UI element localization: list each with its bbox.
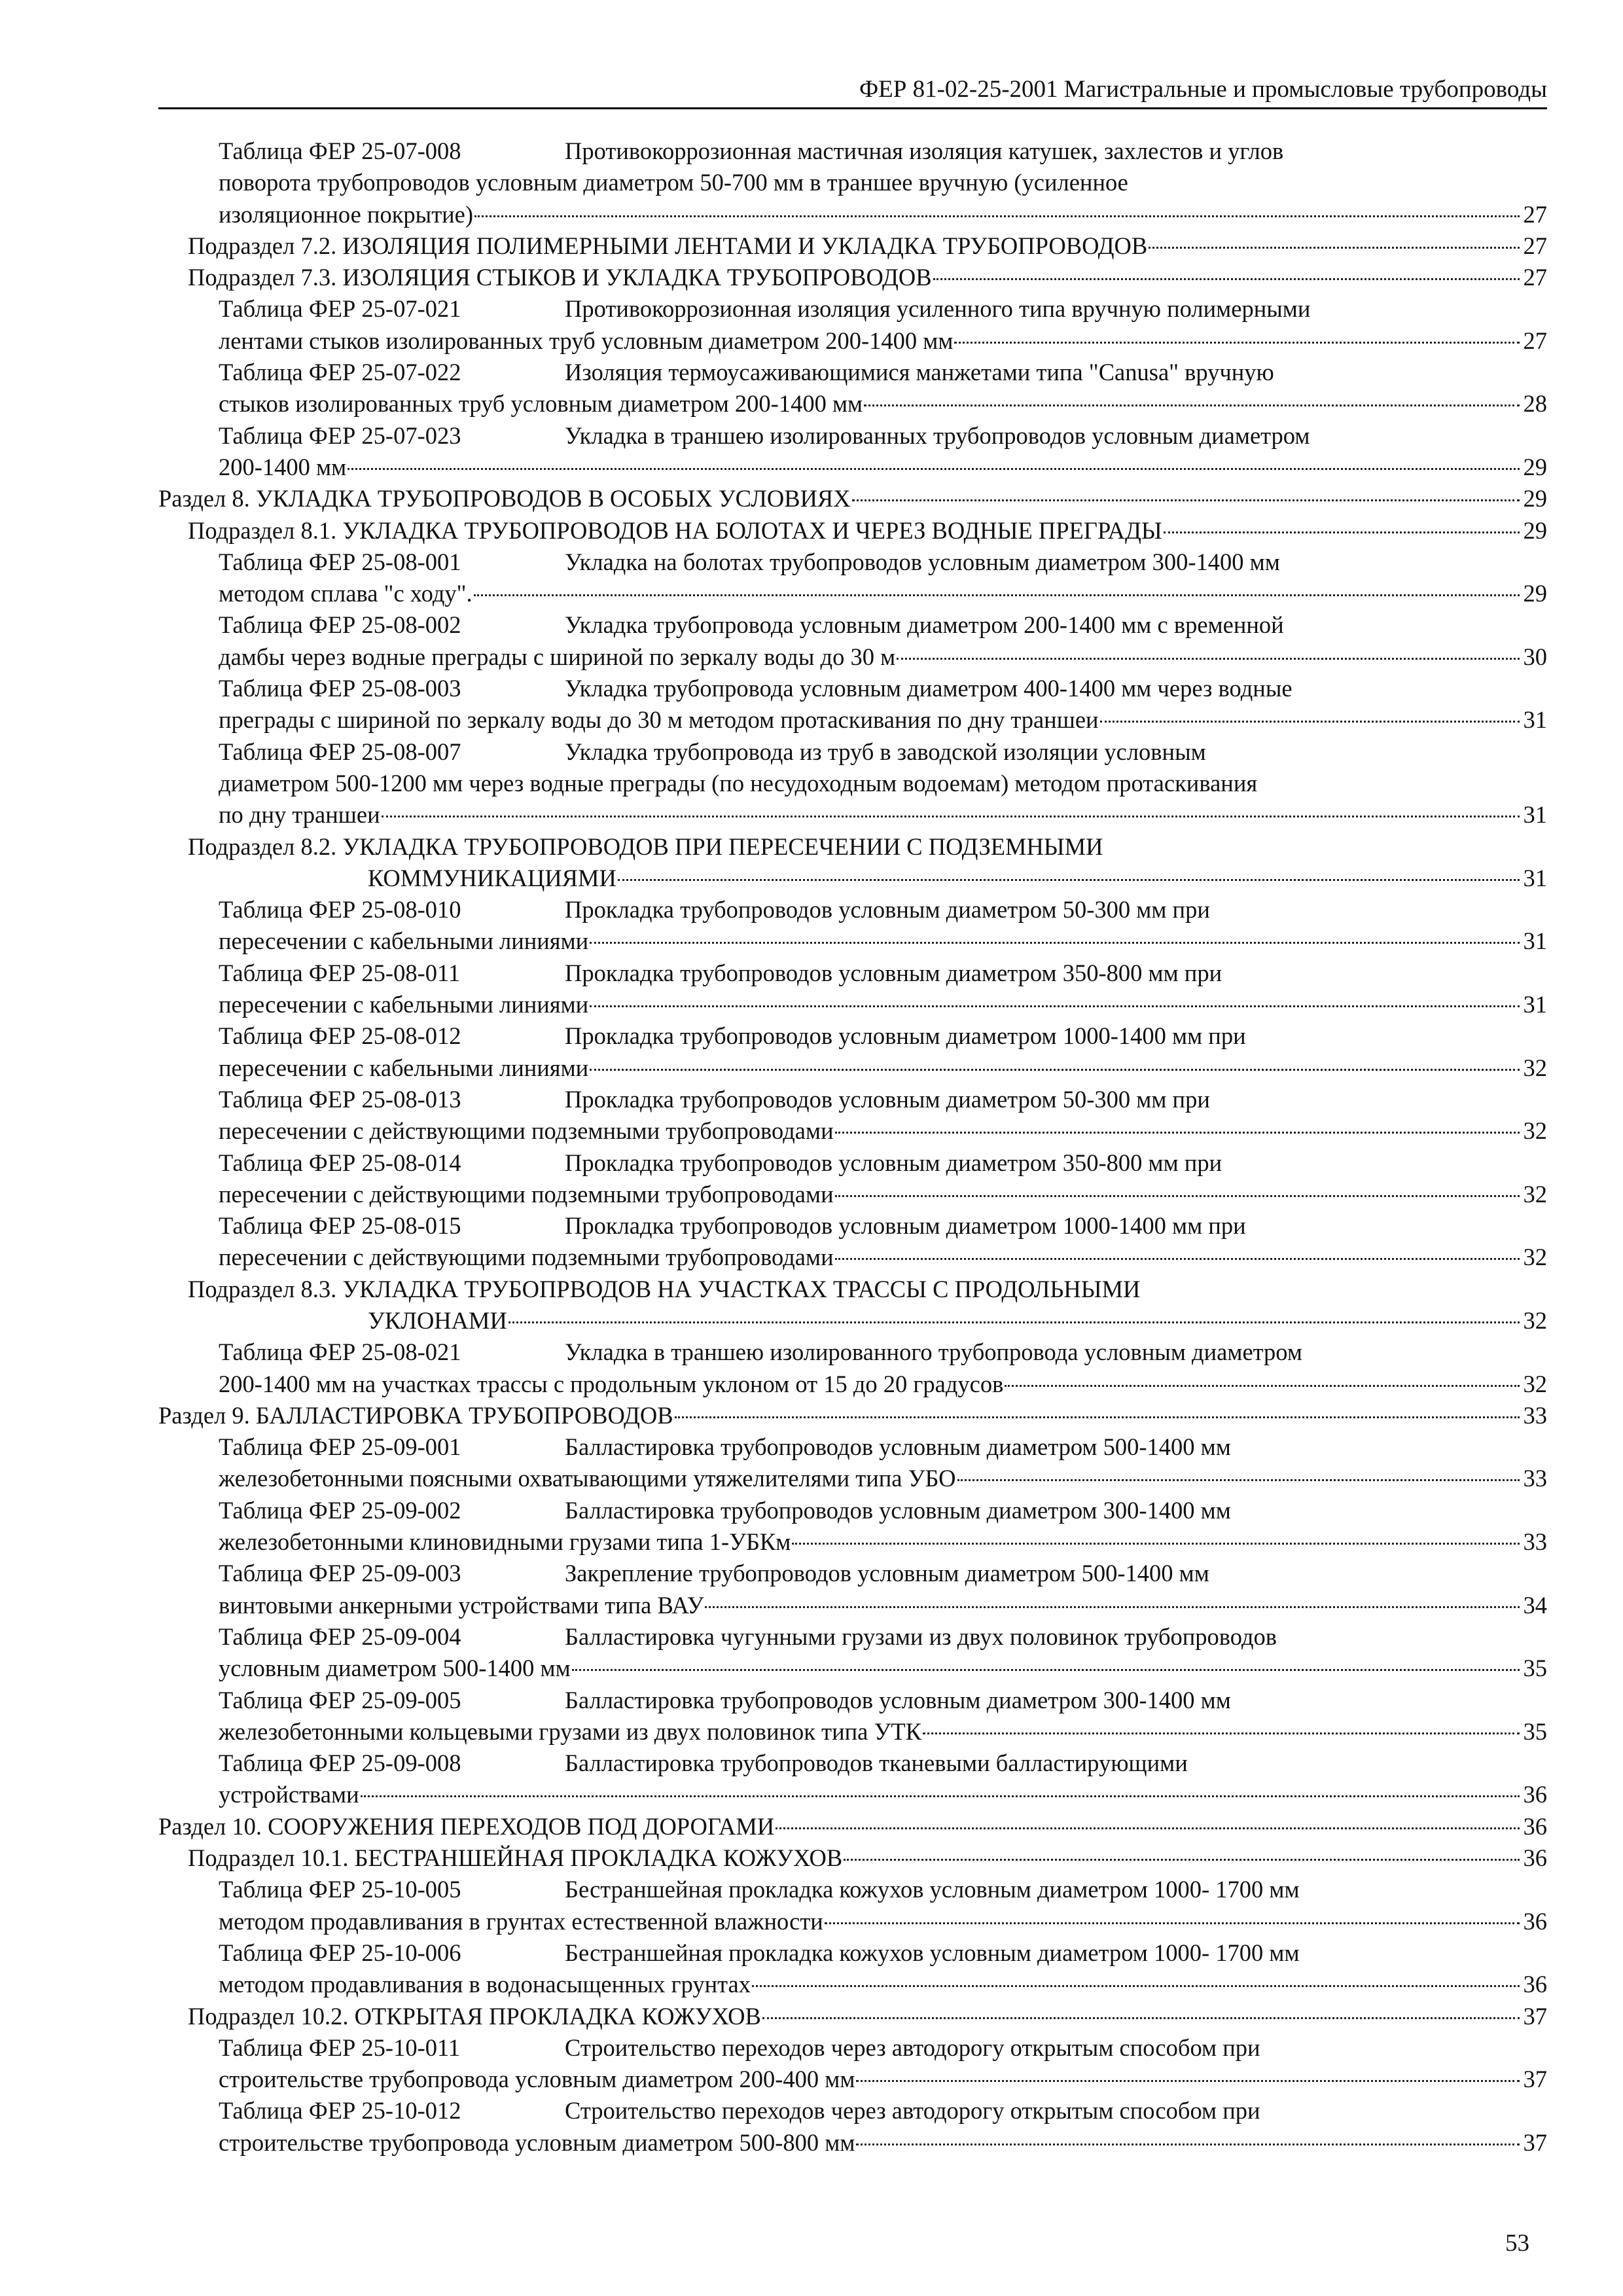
toc-table-entry[interactable] bbox=[219, 293, 1547, 357]
toc-table-entry[interactable] bbox=[219, 1431, 1547, 1495]
toc-entry-text: Бестраншейная прокладка кожухов условным диаметром 1000- 1700 мм bbox=[565, 1876, 1300, 1903]
toc-leader-dots bbox=[835, 1258, 1520, 1260]
toc-line bbox=[219, 1336, 1547, 1368]
toc-leader-dots bbox=[474, 594, 1520, 596]
toc-line bbox=[188, 863, 1547, 894]
toc-table-code: Таблица ФЕР 25-10-012 bbox=[219, 2097, 461, 2125]
toc-table-code: Таблица ФЕР 25-08-003 bbox=[219, 675, 461, 702]
toc-line bbox=[158, 1400, 1547, 1431]
toc-entry-text: Прокладка трубопроводов условным диаметром 1000-1400 мм при bbox=[565, 1022, 1246, 1050]
toc-page-number: 30 bbox=[1523, 643, 1547, 670]
toc-subsection-entry[interactable] bbox=[188, 230, 1547, 262]
toc-entry-text: методом сплава "с ходу". bbox=[219, 580, 473, 607]
toc-table-code: Таблица ФЕР 25-08-001 bbox=[219, 548, 461, 575]
toc-table-entry[interactable] bbox=[219, 1495, 1547, 1558]
toc-page-number: 32 bbox=[1523, 1306, 1547, 1334]
toc-line bbox=[188, 1274, 1547, 1305]
toc-line bbox=[219, 135, 1547, 167]
toc-entry-text: методом продавливания в водонасыщенных грунтах bbox=[219, 1971, 751, 1998]
toc-table-entry[interactable] bbox=[219, 1147, 1547, 1211]
toc-leader-dots bbox=[705, 1606, 1520, 1608]
toc-line bbox=[219, 167, 1547, 198]
toc-page-number: 32 bbox=[1523, 1370, 1547, 1397]
toc-line bbox=[219, 199, 1547, 230]
toc-line bbox=[219, 1495, 1547, 1526]
toc-page-number: 31 bbox=[1523, 927, 1547, 955]
toc-table-entry[interactable] bbox=[219, 894, 1547, 958]
toc-table-entry[interactable] bbox=[219, 1020, 1547, 1084]
toc-table-entry[interactable] bbox=[219, 1558, 1547, 1621]
toc-entry-text: строительстве трубопровода условным диаметром 200-400 мм bbox=[219, 2066, 855, 2093]
toc-table-entry[interactable] bbox=[219, 1210, 1547, 1274]
toc-table-code: Таблица ФЕР 25-09-004 bbox=[219, 1623, 461, 1650]
toc-line bbox=[219, 1084, 1547, 1115]
toc-line bbox=[219, 2095, 1547, 2126]
toc-entry-text: диаметром 500-1200 мм через водные преграды (по несудоходным водоемам) методом протаскивания bbox=[219, 769, 1258, 797]
toc-subsection-entry[interactable] bbox=[188, 515, 1547, 547]
toc-entry-text: Балластировка чугунными грузами из двух половинок трубопроводов bbox=[565, 1623, 1277, 1650]
toc-entry-text: по дну траншеи bbox=[219, 801, 380, 829]
toc-leader-dots bbox=[572, 1669, 1520, 1671]
toc-line bbox=[219, 1147, 1547, 1179]
toc-line bbox=[219, 1210, 1547, 1242]
toc-section-entry[interactable] bbox=[158, 483, 1547, 514]
toc-entry-text: Прокладка трубопроводов условным диаметром 1000-1400 мм при bbox=[565, 1212, 1246, 1240]
toc-page-number: 29 bbox=[1523, 516, 1547, 544]
toc-entry-text: Подраздел 7.3. ИЗОЛЯЦИЯ СТЫКОВ И УКЛАДКА ТРУБОПРОВОДОВ bbox=[188, 264, 932, 291]
toc-table-code: Таблица ФЕР 25-09-002 bbox=[219, 1496, 461, 1524]
toc-line bbox=[219, 989, 1547, 1020]
toc-table-entry[interactable] bbox=[219, 736, 1547, 831]
toc-entry-text: дамбы через водные преграды с шириной по зеркалу воды до 30 м bbox=[219, 643, 896, 670]
toc-line bbox=[188, 262, 1547, 293]
toc-entry-text: Изоляция термоусаживающимися манжетами типа "Canusa" вручную bbox=[565, 359, 1274, 386]
toc-page-number: 31 bbox=[1523, 864, 1547, 891]
toc-table-code: Таблица ФЕР 25-10-006 bbox=[219, 1939, 461, 1966]
toc-table-entry[interactable] bbox=[219, 1874, 1547, 1937]
toc-line bbox=[219, 293, 1547, 325]
toc-entry-text: стыков изолированных труб условным диаметром 200-1400 мм bbox=[219, 390, 863, 418]
toc-entry-text: изоляционное покрытие) bbox=[219, 200, 474, 228]
toc-line bbox=[219, 2127, 1547, 2159]
toc-line bbox=[219, 1179, 1547, 1210]
toc-entry-text: КОММУНИКАЦИЯМИ bbox=[368, 864, 616, 891]
toc-page-number: 36 bbox=[1523, 1844, 1547, 1872]
toc-line bbox=[188, 515, 1547, 547]
toc-entry-text: Противокоррозионная изоляция усиленного типа вручную полимерными bbox=[565, 295, 1311, 323]
toc-table-entry[interactable] bbox=[219, 135, 1547, 230]
toc-line bbox=[219, 1969, 1547, 2000]
toc-entry-text: Подраздел 8.2. УКЛАДКА ТРУБОПРОВОДОВ ПРИ ПЕРЕСЕЧЕНИИ С ПОДЗЕМНЫМИ bbox=[188, 833, 1103, 860]
toc-page-number: 27 bbox=[1523, 232, 1547, 259]
toc-entry-text: Прокладка трубопроводов условным диаметром 50-300 мм при bbox=[565, 1085, 1210, 1113]
toc-leader-dots bbox=[361, 1795, 1520, 1797]
toc-entry-text: методом продавливания в грунтах естественной влажности bbox=[219, 1907, 823, 1935]
toc-entry-text: пересечении с действующими подземными трубопроводами bbox=[219, 1180, 834, 1208]
toc-line bbox=[188, 1842, 1547, 1874]
toc-leader-dots bbox=[792, 1543, 1520, 1545]
toc-page-number: 31 bbox=[1523, 991, 1547, 1018]
toc-line bbox=[219, 704, 1547, 736]
toc-page-number: 33 bbox=[1523, 1528, 1547, 1556]
toc-entry-text: железобетонными клиновидными грузами типа 1-УБКм bbox=[219, 1528, 791, 1556]
toc-line bbox=[158, 483, 1547, 514]
toc-leader-dots bbox=[856, 2144, 1520, 2145]
toc-line bbox=[219, 1653, 1547, 1684]
toc-entry-text: Раздел 10. СООРУЖЕНИЯ ПЕРЕХОДОВ ПОД ДОРОГАМИ bbox=[158, 1812, 775, 1840]
toc-table-entry[interactable] bbox=[219, 420, 1547, 484]
toc-leader-dots bbox=[844, 1859, 1520, 1861]
toc-table-code: Таблица ФЕР 25-09-003 bbox=[219, 1560, 461, 1587]
toc-page-number: 36 bbox=[1523, 1907, 1547, 1935]
toc-table-entry[interactable] bbox=[219, 2095, 1547, 2159]
toc-page-number: 29 bbox=[1523, 580, 1547, 607]
toc-leader-dots bbox=[933, 278, 1520, 280]
toc-page-number: 27 bbox=[1523, 327, 1547, 354]
toc-page-number: 29 bbox=[1523, 485, 1547, 512]
toc-entry-text: Укладка трубопровода условным диаметром 400-1400 мм через водные bbox=[565, 675, 1293, 702]
toc-page-number: 33 bbox=[1523, 1465, 1547, 1492]
toc-table-code: Таблица ФЕР 25-07-022 bbox=[219, 359, 461, 386]
toc-entry-text: Укладка трубопровода условным диаметром 200-1400 мм с временной bbox=[565, 611, 1284, 639]
toc-table-code: Таблица ФЕР 25-08-012 bbox=[219, 1022, 461, 1050]
toc-entry-text: 200-1400 мм bbox=[219, 453, 347, 480]
toc-line bbox=[188, 2001, 1547, 2032]
toc-leader-dots bbox=[825, 1922, 1520, 1924]
toc-section-entry[interactable] bbox=[158, 1811, 1547, 1842]
toc-line bbox=[219, 1779, 1547, 1810]
toc-line bbox=[219, 578, 1547, 609]
toc-table-entry[interactable] bbox=[219, 1336, 1547, 1400]
toc-leader-dots bbox=[762, 2017, 1520, 2019]
toc-table-code: Таблица ФЕР 25-08-021 bbox=[219, 1338, 461, 1366]
toc-line bbox=[219, 388, 1547, 420]
toc-line bbox=[219, 2032, 1547, 2064]
toc-line bbox=[219, 1526, 1547, 1558]
toc-line bbox=[219, 1937, 1547, 1969]
toc-table-code: Таблица ФЕР 25-08-013 bbox=[219, 1085, 461, 1113]
toc-entry-text: пересечении с кабельными линиями bbox=[219, 1054, 589, 1081]
toc-table-code: Таблица ФЕР 25-09-001 bbox=[219, 1433, 461, 1461]
toc-line bbox=[219, 1242, 1547, 1273]
toc-entry-text: Укладка в траншею изолированных трубопроводов условным диаметром bbox=[565, 422, 1310, 449]
toc-entry-text: Прокладка трубопроводов условным диаметром 50-300 мм при bbox=[565, 896, 1210, 924]
toc-leader-dots bbox=[897, 658, 1520, 660]
toc-table-code: Таблица ФЕР 25-10-011 bbox=[219, 2034, 461, 2061]
toc-entry-text: УКЛОНАМИ bbox=[368, 1306, 507, 1334]
toc-page-number: 35 bbox=[1523, 1717, 1547, 1745]
toc-line bbox=[219, 1906, 1547, 1937]
toc-line bbox=[219, 609, 1547, 641]
toc-page-number: 34 bbox=[1523, 1591, 1547, 1619]
toc-leader-dots bbox=[1164, 531, 1520, 533]
toc-line bbox=[219, 1431, 1547, 1463]
page-number: 53 bbox=[1505, 2230, 1529, 2257]
toc-line bbox=[219, 1052, 1547, 1084]
toc-table-code: Таблица ФЕР 25-09-008 bbox=[219, 1749, 461, 1777]
toc-line bbox=[219, 1716, 1547, 1748]
toc-entry-text: Прокладка трубопроводов условным диаметром 350-800 мм при bbox=[565, 959, 1222, 986]
toc-line bbox=[219, 736, 1547, 768]
toc-entry-text: Балластировка трубопроводов условным диаметром 300-1400 мм bbox=[565, 1496, 1231, 1524]
toc-leader-dots bbox=[675, 1416, 1520, 1418]
toc-table-entry[interactable] bbox=[219, 1084, 1547, 1147]
toc-table-entry[interactable] bbox=[219, 1937, 1547, 2001]
toc-line bbox=[219, 1590, 1547, 1621]
toc-table-code: Таблица ФЕР 25-09-005 bbox=[219, 1686, 461, 1713]
toc-entry-text: пересечении с кабельными линиями bbox=[219, 991, 589, 1018]
toc-page-number: 32 bbox=[1523, 1054, 1547, 1081]
toc-page-number: 37 bbox=[1523, 2128, 1547, 2156]
toc-leader-dots bbox=[590, 1069, 1520, 1071]
toc-table-code: Таблица ФЕР 25-08-014 bbox=[219, 1149, 461, 1176]
toc-leader-dots bbox=[954, 342, 1520, 344]
toc-leader-dots bbox=[618, 879, 1520, 881]
toc-leader-dots bbox=[508, 1321, 1520, 1323]
toc-table-entry[interactable] bbox=[219, 2032, 1547, 2096]
toc-subsection-entry[interactable] bbox=[188, 1842, 1547, 1874]
toc-line bbox=[219, 958, 1547, 989]
toc-page-number: 27 bbox=[1523, 264, 1547, 291]
toc-entry-text: Противокоррозионная мастичная изоляция катушек, захлестов и углов bbox=[565, 137, 1284, 164]
toc-entry-text: строительстве трубопровода условным диаметром 500-800 мм bbox=[219, 2128, 855, 2156]
toc-entry-text: Раздел 9. БАЛЛАСТИРОВКА ТРУБОПРОВОДОВ bbox=[158, 1401, 673, 1429]
toc-leader-dots bbox=[852, 499, 1520, 501]
toc-page-number: 31 bbox=[1523, 706, 1547, 734]
toc-page-number: 37 bbox=[1523, 2066, 1547, 2093]
toc-line bbox=[219, 1621, 1547, 1653]
toc-entry-text: Подраздел 10.2. ОТКРЫТАЯ ПРОКЛАДКА КОЖУХОВ bbox=[188, 2002, 761, 2030]
toc-leader-dots bbox=[474, 215, 1520, 217]
toc-subsection-entry[interactable] bbox=[188, 2001, 1547, 2032]
toc-entry-text: Укладка трубопровода из труб в заводской изоляции условным bbox=[565, 738, 1206, 765]
toc-entry-text: Прокладка трубопроводов условным диаметром 350-800 мм при bbox=[565, 1149, 1222, 1176]
toc-page-number: 36 bbox=[1523, 1781, 1547, 1808]
toc-table-code: Таблица ФЕР 25-10-005 bbox=[219, 1876, 461, 1903]
toc-entry-text: пересечении с действующими подземными трубопроводами bbox=[219, 1244, 834, 1271]
toc-page-number: 32 bbox=[1523, 1244, 1547, 1271]
toc-table-entry[interactable] bbox=[219, 357, 1547, 420]
toc-subsection-entry[interactable] bbox=[188, 831, 1547, 895]
toc-entry-text: Укладка на болотах трубопроводов условным диаметром 300-1400 мм bbox=[565, 548, 1280, 575]
toc-leader-dots bbox=[1149, 247, 1520, 249]
toc-entry-text: железобетонными поясными охватывающими утяжелителями типа УБО bbox=[219, 1465, 956, 1492]
toc-table-code: Таблица ФЕР 25-08-007 bbox=[219, 738, 461, 765]
toc-entry-text: Строительство переходов через автодорогу открытым способом при bbox=[565, 2097, 1260, 2125]
toc-leader-dots bbox=[1005, 1385, 1520, 1387]
toc-line bbox=[188, 1305, 1547, 1336]
toc-line bbox=[219, 1463, 1547, 1494]
toc-table-entry[interactable] bbox=[219, 1748, 1547, 1811]
toc-line bbox=[219, 357, 1547, 388]
toc-leader-dots bbox=[864, 404, 1520, 406]
toc-line bbox=[219, 2064, 1547, 2095]
toc-table-entry[interactable] bbox=[219, 673, 1547, 736]
toc-leader-dots bbox=[590, 1005, 1520, 1007]
toc-entry-text: Подраздел 8.1. УКЛАДКА ТРУБОПРОВОДОВ НА БОЛОТАХ И ЧЕРЕЗ ВОДНЫЕ ПРЕГРАДЫ bbox=[188, 516, 1162, 544]
toc-leader-dots bbox=[856, 2080, 1520, 2082]
toc-table-entry[interactable] bbox=[219, 547, 1547, 610]
toc-subsection-entry[interactable] bbox=[188, 262, 1547, 293]
toc-table-entry[interactable] bbox=[219, 1621, 1547, 1685]
toc-table-code: Таблица ФЕР 25-07-021 bbox=[219, 295, 461, 323]
table-of-contents bbox=[158, 135, 1547, 2159]
toc-entry-text: Балластировка трубопроводов условным диаметром 500-1400 мм bbox=[565, 1433, 1231, 1461]
toc-table-code: Таблица ФЕР 25-08-002 bbox=[219, 611, 461, 639]
toc-entry-text: Подраздел 10.1. БЕСТРАНШЕЙНАЯ ПРОКЛАДКА КОЖУХОВ bbox=[188, 1844, 843, 1872]
toc-line bbox=[219, 420, 1547, 452]
toc-line bbox=[219, 673, 1547, 704]
toc-line bbox=[219, 1115, 1547, 1147]
toc-line bbox=[188, 230, 1547, 262]
toc-line bbox=[219, 1369, 1547, 1400]
toc-page-number: 37 bbox=[1523, 2002, 1547, 2030]
toc-entry-text: Укладка в траншею изолированного трубопровода условным диаметром bbox=[565, 1338, 1302, 1366]
toc-line bbox=[219, 1685, 1547, 1716]
toc-entry-text: Подраздел 8.3. УКЛАДКА ТРУБОПРВОДОВ НА УЧАСТКАХ ТРАССЫ С ПРОДОЛЬНЫМИ bbox=[188, 1275, 1141, 1302]
toc-entry-text: пересечении с кабельными линиями bbox=[219, 927, 589, 955]
toc-entry-text: Закрепление трубопроводов условным диаметром 500-1400 мм bbox=[565, 1560, 1209, 1587]
toc-page-number: 36 bbox=[1523, 1812, 1547, 1840]
toc-page-number: 33 bbox=[1523, 1401, 1547, 1429]
toc-page-number: 28 bbox=[1523, 390, 1547, 418]
toc-entry-text: Балластировка трубопроводов условным диаметром 300-1400 мм bbox=[565, 1686, 1231, 1713]
toc-line bbox=[219, 547, 1547, 578]
toc-entry-text: устройствами bbox=[219, 1781, 359, 1808]
toc-table-entry[interactable] bbox=[219, 1685, 1547, 1748]
toc-entry-text: Бестраншейная прокладка кожухов условным диаметром 1000- 1700 мм bbox=[565, 1939, 1300, 1966]
toc-leader-dots bbox=[835, 1132, 1520, 1134]
toc-entry-text: пересечении с действующими подземными трубопроводами bbox=[219, 1117, 834, 1145]
toc-page-number: 35 bbox=[1523, 1655, 1547, 1682]
toc-table-code: Таблица ФЕР 25-08-010 bbox=[219, 896, 461, 924]
toc-leader-dots bbox=[1100, 721, 1520, 723]
toc-entry-text: Подраздел 7.2. ИЗОЛЯЦИЯ ПОЛИМЕРНЫМИ ЛЕНТАМИ И УКЛАДКА ТРУБОПРОВОДОВ bbox=[188, 232, 1148, 259]
toc-table-code: Таблица ФЕР 25-07-008 bbox=[219, 137, 461, 164]
toc-leader-dots bbox=[957, 1479, 1520, 1481]
toc-page-number: 27 bbox=[1523, 200, 1547, 228]
toc-line bbox=[219, 641, 1547, 673]
toc-entry-text: лентами стыков изолированных труб условным диаметром 200-1400 мм bbox=[219, 327, 954, 354]
toc-line bbox=[219, 925, 1547, 957]
toc-page-number: 36 bbox=[1523, 1971, 1547, 1998]
toc-leader-dots bbox=[382, 816, 1520, 817]
toc-subsection-entry[interactable] bbox=[188, 1274, 1547, 1337]
header-title: ФЕР 81-02-25-2001 Магистральные и промысловые трубопроводы bbox=[859, 76, 1547, 103]
toc-line bbox=[158, 1811, 1547, 1842]
toc-entry-text: Строительство переходов через автодорогу открытым способом при bbox=[565, 2034, 1260, 2061]
toc-table-entry[interactable] bbox=[219, 958, 1547, 1021]
page-header bbox=[158, 73, 1547, 109]
toc-line bbox=[219, 1020, 1547, 1052]
toc-leader-dots bbox=[923, 1732, 1520, 1734]
toc-leader-dots bbox=[590, 942, 1520, 944]
toc-entry-text: винтовыми анкерными устройствами типа ВАУ bbox=[219, 1591, 704, 1619]
toc-line bbox=[188, 831, 1547, 863]
toc-line bbox=[219, 894, 1547, 925]
toc-line bbox=[219, 768, 1547, 799]
toc-line bbox=[219, 1874, 1547, 1905]
toc-section-entry[interactable] bbox=[158, 1400, 1547, 1431]
toc-page-number: 31 bbox=[1523, 801, 1547, 829]
toc-entry-text: железобетонными кольцевыми грузами из двух половинок типа УТК bbox=[219, 1717, 921, 1745]
toc-entry-text: Раздел 8. УКЛАДКА ТРУБОПРОВОДОВ В ОСОБЫХ УСЛОВИЯХ bbox=[158, 485, 851, 512]
toc-line bbox=[219, 325, 1547, 357]
toc-table-code: Таблица ФЕР 25-08-015 bbox=[219, 1212, 461, 1240]
toc-leader-dots bbox=[835, 1195, 1520, 1197]
toc-entry-text: условным диаметром 500-1400 мм bbox=[219, 1655, 571, 1682]
toc-entry-text: поворота трубопроводов условным диаметром 50-700 мм в траншее вручную (усиленное bbox=[219, 169, 1128, 196]
toc-page-number: 29 bbox=[1523, 453, 1547, 480]
toc-entry-text: 200-1400 мм на участках трассы с продольным уклоном от 15 до 20 градусов bbox=[219, 1370, 1004, 1397]
toc-table-entry[interactable] bbox=[219, 609, 1547, 673]
toc-line bbox=[219, 1558, 1547, 1589]
toc-leader-dots bbox=[752, 1985, 1520, 1987]
toc-table-code: Таблица ФЕР 25-07-023 bbox=[219, 422, 461, 449]
toc-entry-text: Балластировка трубопроводов тканевыми балластирующими bbox=[565, 1749, 1188, 1777]
toc-leader-dots bbox=[348, 468, 1520, 470]
toc-page-number: 32 bbox=[1523, 1180, 1547, 1208]
toc-line bbox=[219, 799, 1547, 831]
toc-line bbox=[219, 1748, 1547, 1779]
toc-leader-dots bbox=[776, 1827, 1520, 1829]
toc-page-number: 32 bbox=[1523, 1117, 1547, 1145]
toc-line bbox=[219, 452, 1547, 483]
toc-table-code: Таблица ФЕР 25-08-011 bbox=[219, 959, 461, 986]
toc-entry-text: преграды с шириной по зеркалу воды до 30 м методом протаскивания по дну траншеи bbox=[219, 706, 1099, 734]
